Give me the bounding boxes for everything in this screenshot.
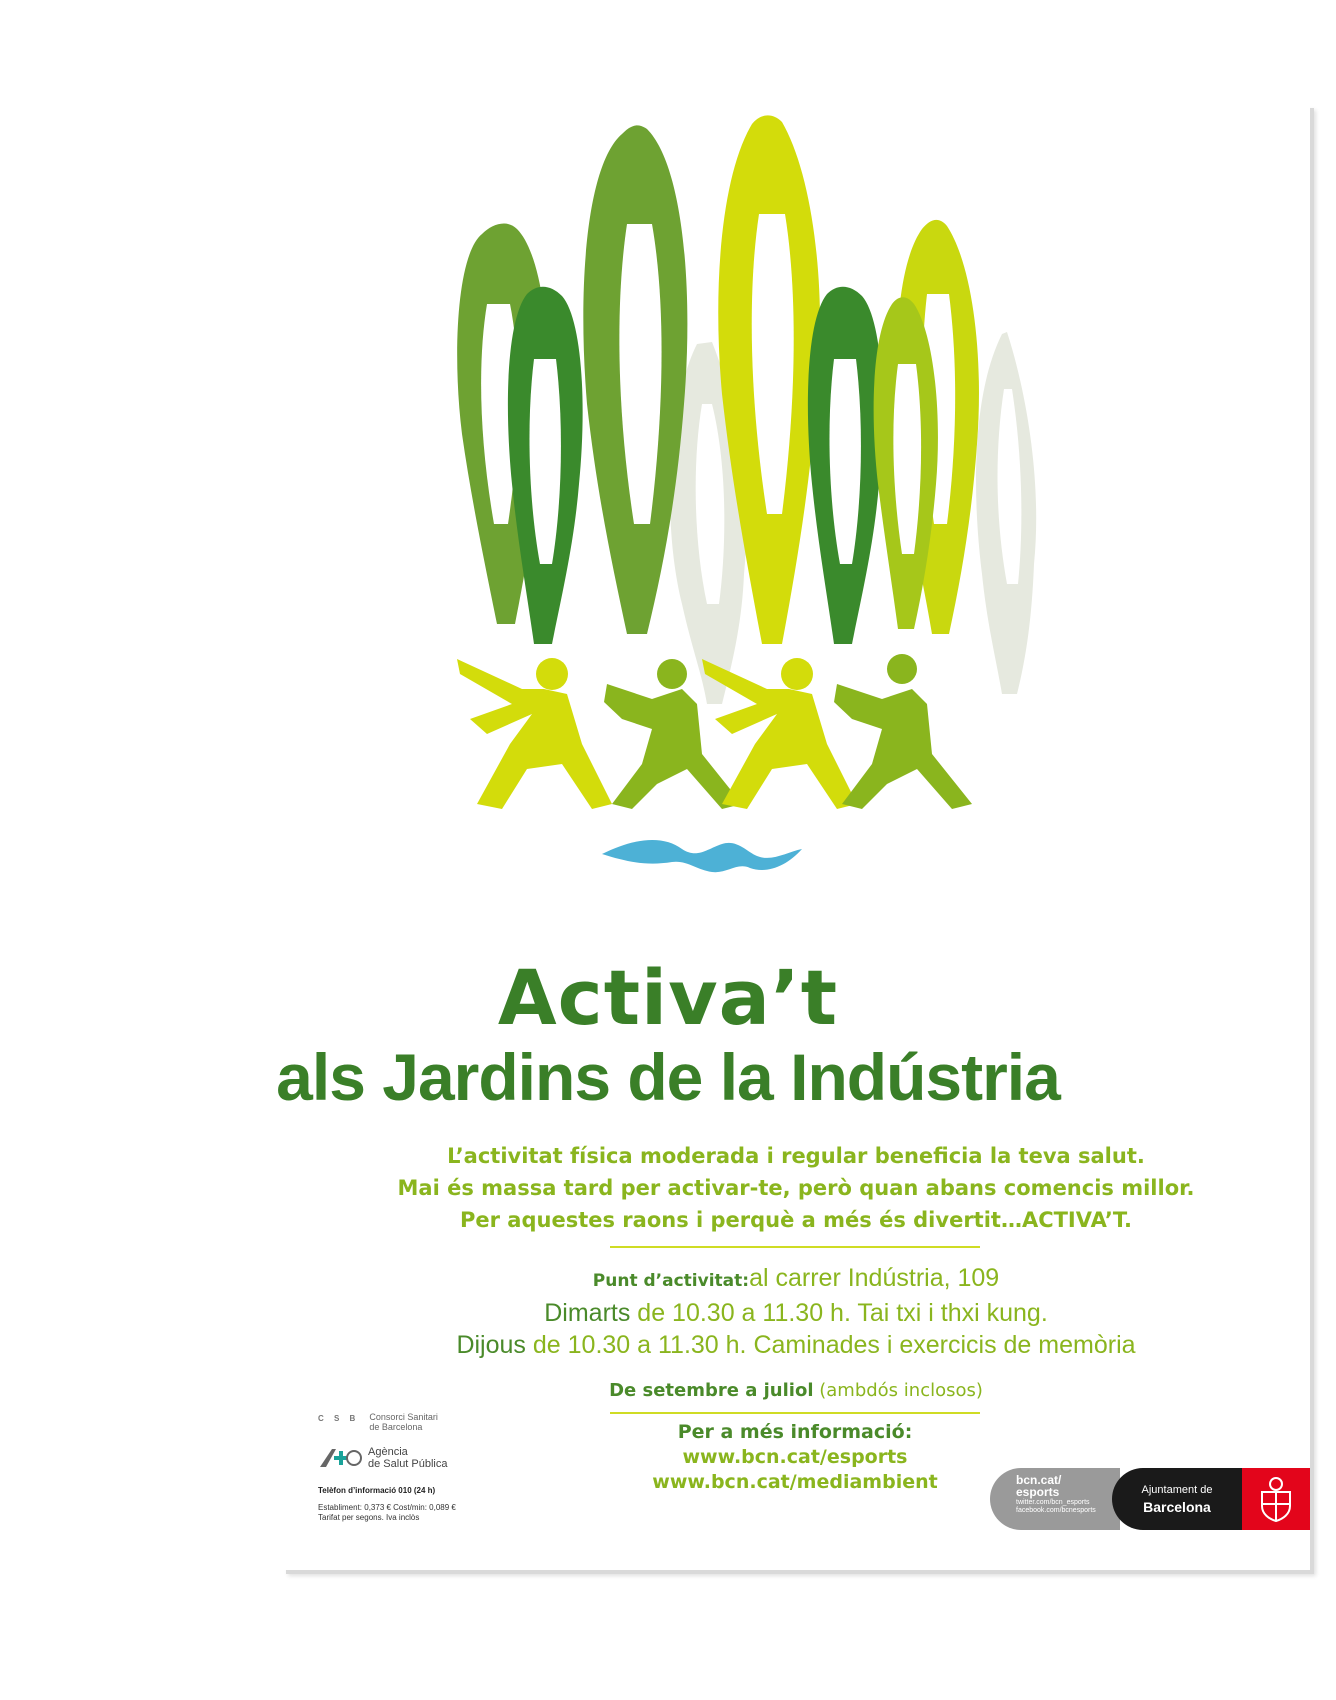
activity-details	[282, 1262, 1310, 1407]
intro-line: Per aquestes raons i perquè a més és divertit…ACTIVA’T.	[460, 1208, 1132, 1232]
barcelona-badge	[990, 1468, 1310, 1530]
info-link[interactable]: www.bcn.cat/esports	[682, 1446, 908, 1468]
bcn-site-line: bcn.cat/	[1016, 1473, 1062, 1487]
schedule-line	[282, 1329, 1310, 1361]
trees-and-figures-illustration	[282, 104, 1310, 1044]
phone-info: Telèfon d’informació 010 (24 h)	[318, 1486, 436, 1495]
csb-name-line: Consorci Sanitari	[369, 1412, 438, 1422]
location-line	[282, 1262, 1310, 1297]
csb-name-line: de Barcelona	[369, 1422, 423, 1432]
wave-logo-icon	[602, 840, 802, 872]
asp-name-line: de Salut Pública	[368, 1458, 448, 1470]
intro-text	[282, 1140, 1310, 1236]
asp-mark-icon	[318, 1447, 362, 1469]
tai-chi-figure-icon	[457, 658, 612, 809]
bcn-site-line: esports	[1016, 1485, 1060, 1499]
council-line: Barcelona	[1143, 1498, 1211, 1515]
barcelona-crest-icon	[1242, 1468, 1310, 1530]
intro-line: L’activitat física moderada i regular beneficia la teva salut.	[447, 1144, 1145, 1168]
more-info	[610, 1420, 980, 1495]
schedule-day: Dimarts	[544, 1299, 631, 1327]
schedule-text: de 10.30 a 11.30 h. Tai txi i thxi kung.	[637, 1299, 1048, 1327]
season-line	[282, 1375, 1310, 1407]
tree-icon	[583, 125, 687, 634]
asp-name-line: Agència	[368, 1446, 408, 1458]
season-period: De setembre a juliol	[609, 1380, 814, 1401]
poster-subtitle: als Jardins de la Indústria	[276, 1040, 1060, 1114]
bcn-esports-tab	[990, 1468, 1120, 1530]
poster-title: Activa’t	[497, 953, 839, 1042]
season-note: (ambdós inclosos)	[819, 1380, 983, 1401]
partner-logos	[318, 1412, 518, 1523]
csb-mark: C S B	[318, 1414, 360, 1423]
intro-line: Mai és massa tard per activar-te, però quan abans comencis millor.	[397, 1176, 1195, 1200]
fine-print	[318, 1503, 518, 1523]
csb-logo	[318, 1412, 518, 1432]
location-value: al carrer Indústria, 109	[749, 1264, 1000, 1292]
pale-tree-icon	[976, 332, 1036, 694]
council-tab	[1112, 1468, 1242, 1530]
tree-icon	[808, 287, 883, 644]
schedule-text: de 10.30 a 11.30 h. Caminades i exercicis de memòria	[532, 1331, 1136, 1359]
info-link[interactable]: www.bcn.cat/mediambient	[652, 1471, 938, 1493]
divider	[610, 1246, 980, 1248]
schedule-line	[282, 1297, 1310, 1329]
location-label: Punt d’activitat:	[592, 1271, 750, 1291]
fine-print-line: Establiment: 0,373 € Cost/min: 0,089 €	[318, 1503, 456, 1512]
fine-print-line: Tarifat per segons. Iva inclòs	[318, 1513, 420, 1522]
council-line: Ajuntament de	[1141, 1483, 1213, 1496]
tai-chi-figure-icon	[834, 654, 972, 809]
info-heading: Per a més informació:	[677, 1421, 913, 1443]
bcn-social-line: facebook.com/bcnesports	[1016, 1507, 1096, 1514]
asp-logo	[318, 1446, 518, 1470]
bcn-social-line: twitter.com/bcn_esports	[1016, 1499, 1090, 1506]
divider	[610, 1412, 980, 1414]
schedule-day: Dijous	[456, 1331, 526, 1359]
